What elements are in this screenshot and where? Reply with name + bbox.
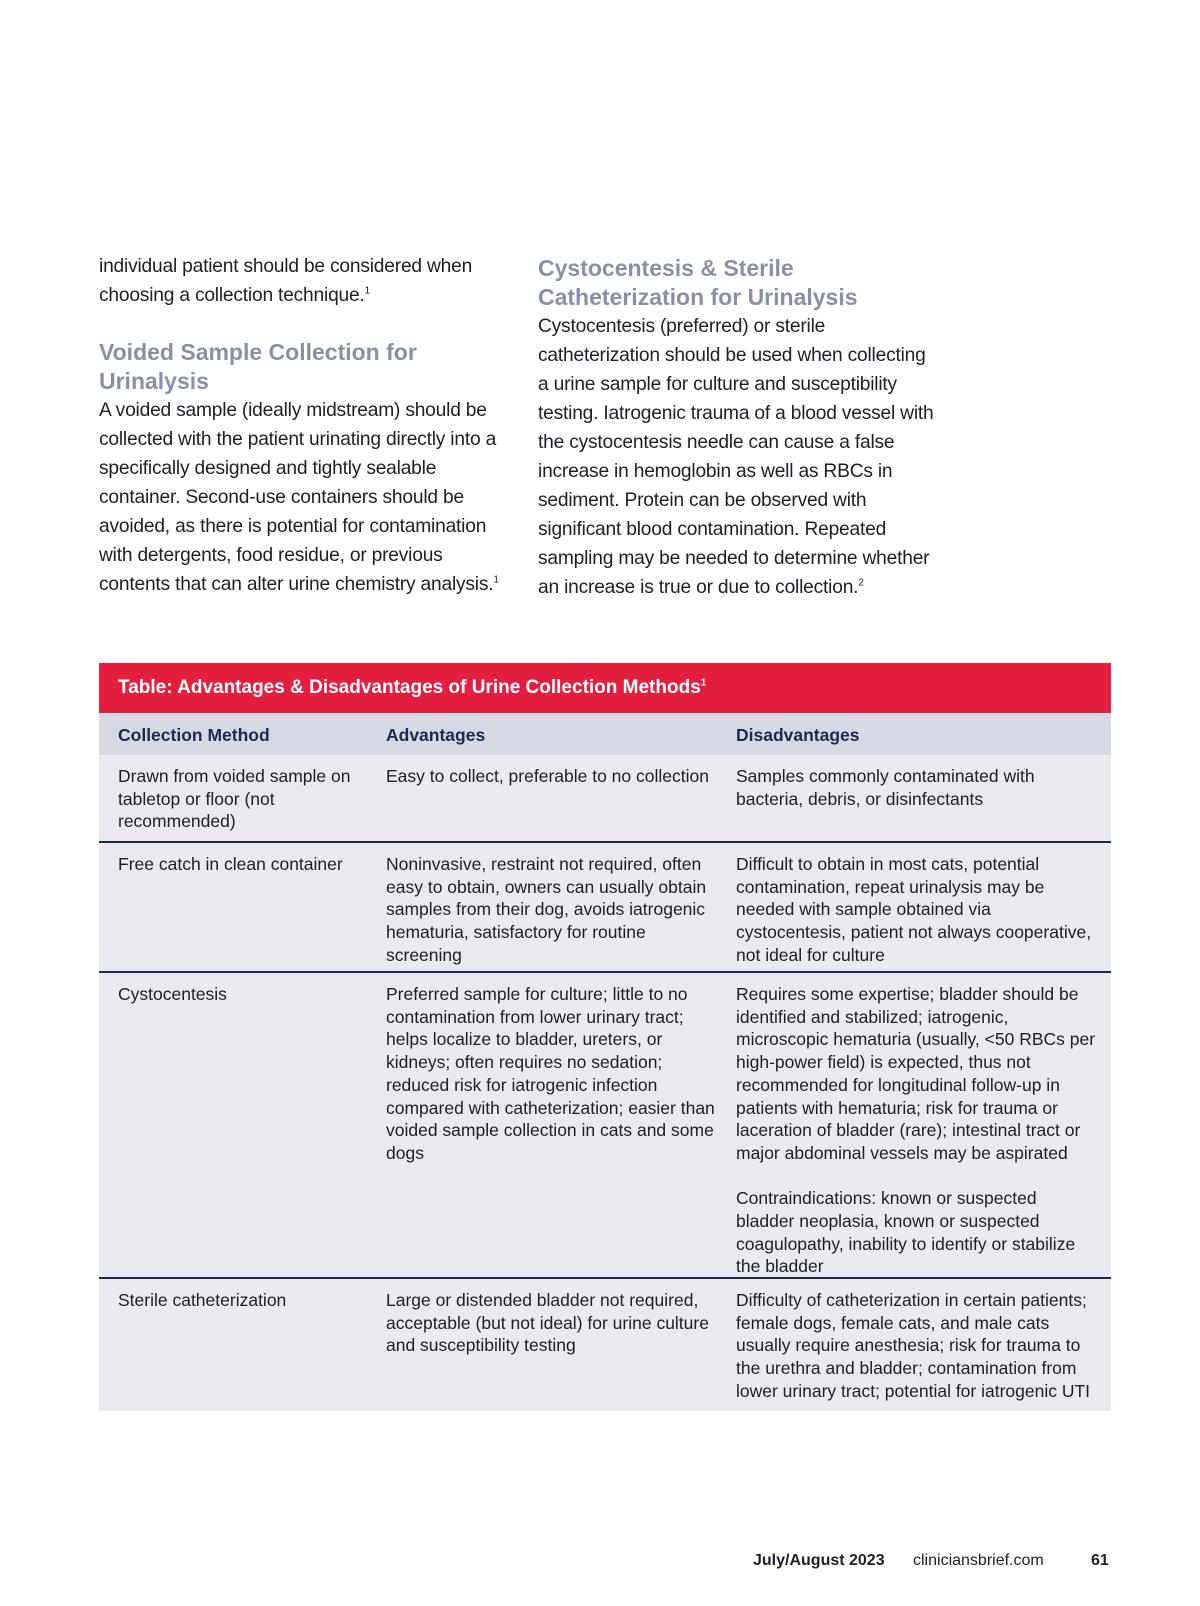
disadvantages-cell (736, 983, 1096, 1278)
method-cell: Sterile catheterization (118, 1290, 287, 1310)
reference-marker: 1 (493, 574, 499, 586)
page-number: 61 (1091, 1552, 1109, 1569)
header-advantages: Advantages (386, 725, 486, 745)
advantages-cell: Easy to collect, preferable to no collection (386, 766, 709, 786)
table-header-row (99, 713, 1111, 755)
right-column (538, 254, 938, 602)
table-row (99, 843, 1111, 973)
voided-sample-heading: Voided Sample Collection for Urinalysis (99, 339, 417, 394)
table-row (99, 1279, 1111, 1411)
reference-marker: 2 (858, 577, 864, 589)
advantages-cell: Noninvasive, restraint not required, often easy to obtain, owners can usually obtain samples from their dog, avoids iatrogenic hematuria, satisfactory for routine screening (386, 854, 707, 965)
intro-paragraph: individual patient should be considered when choosing a collection technique.$^1$ (99, 256, 473, 306)
cystocentesis-heading: Cystocentesis & Sterile Catheterization for Urinalysis (538, 255, 858, 310)
collection-methods-table (99, 663, 1111, 1411)
method-cell: Free catch in clean container (118, 854, 343, 874)
disadvantages-cell: Difficulty of catheterization in certain patients; female dogs, female cats, and male cats usually require anesthesia; risk for trauma to the urethra and bladder; contamination from lower urinary tract; potential for iatrogenic UTI (736, 1290, 1091, 1401)
voided-sample-paragraph: A voided sample (ideally midstream) should be collected with the patient urinating directly into a specifically designed and tightly sealable container. Second-use containers should be avoided, as there is potential for contamination with detergents, food residue, or previous contents that can alter urine chemistry analysis.$^1$ (99, 400, 499, 595)
cystocentesis-paragraph: Cystocentesis (preferred) or sterile catheterization should be used when collecting a urine sample for culture and susceptibility testing. Iatrogenic trauma of a blood vessel with the cystocentesis needle can cause a false increase in hemoglobin as well as RBCs in sediment. Protein can be observed with significant blood contamination. Repeated sampling may be needed to determine whether an increase is true or due to collection.$^2$ (538, 316, 934, 598)
header-disadvantages: Disadvantages (736, 725, 860, 745)
contraindications-text: Contraindications: known or suspected bladder neoplasia, known or suspected coagulopathy, inability to identify or stabilize the bladder (736, 1188, 1076, 1277)
advantages-cell: Preferred sample for culture; little to no contamination from lower urinary tract; helps localize to bladder, ureters, or kidneys; often requires no sedation; reduced risk for iatrogenic infection compared with catheterization; easier than voided sample collection in cats and some dogs (386, 984, 715, 1163)
table-title: Table: Advantages & Disadvantages of Urine Collection Methods$^1$ (99, 663, 1111, 713)
table-row (99, 973, 1111, 1279)
left-column (99, 252, 499, 599)
website-link[interactable]: cliniciansbrief.com (913, 1552, 1044, 1569)
reference-marker: 1 (364, 285, 370, 297)
method-cell: Drawn from voided sample on tabletop or floor (not recommended) (118, 766, 351, 832)
disadvantages-cell: Difficult to obtain in most cats, potential contamination, repeat urinalysis may be needed with sample obtained via cystocentesis, patient not always cooperative, not ideal for culture (736, 854, 1092, 965)
page-footer (0, 1552, 1110, 1576)
issue-date: July/August 2023 (753, 1552, 885, 1569)
disadvantages-cell: Samples commonly contaminated with bacteria, debris, or disinfectants (736, 766, 1035, 809)
advantages-cell: Large or distended bladder not required, acceptable (but not ideal) for urine culture and susceptibility testing (386, 1290, 709, 1356)
disadvantages-text: Requires some expertise; bladder should be identified and stabilized; iatrogenic, microscopic hematuria (usually, <50 RBCs per high-power field) is expected, thus not recommended for longitudinal follow-up in patients with hematuria; risk for trauma or laceration of bladder (rare); intestinal tract or major abdominal vessels may be aspirated (736, 984, 1096, 1163)
header-collection-method: Collection Method (118, 725, 270, 745)
table-row (99, 755, 1111, 843)
reference-marker: 1 (700, 677, 707, 689)
method-cell: Cystocentesis (118, 984, 227, 1004)
